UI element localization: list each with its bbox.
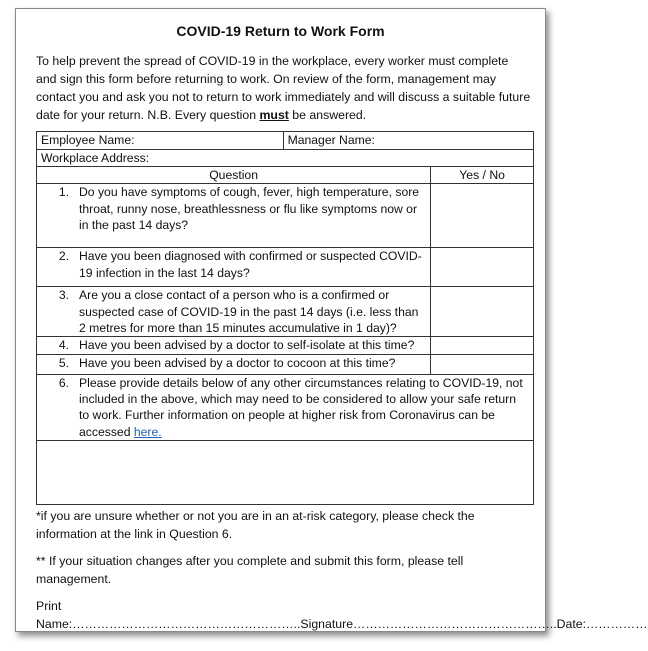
question-text: Have you been advised by a doctor to self-isolate at this time? (79, 338, 415, 353)
question-row-1 (37, 184, 534, 248)
question-row-3 (37, 287, 534, 337)
question-number: 6. (58, 376, 69, 391)
question-6-text: Please provide details below of any other circumstances relating to COVID-19, not included in the above, which may need to be considered to allow your safe return to work. Further information on people at higher risk from Coronavirus can be accessed (79, 376, 523, 439)
question-number: 4. (58, 338, 69, 353)
question-number: 1. (58, 185, 69, 200)
answer-cell-1[interactable] (431, 184, 534, 248)
print-label: Print (36, 599, 62, 613)
situation-change-note: ** If your situation changes after you complete and submit this form, please tell management. (36, 554, 464, 586)
question-text: Do you have symptoms of cough, fever, high temperature, sore throat, runny nose, breathlessness or flu like symptoms now or in the past 14 days? (79, 185, 420, 232)
question-text (79, 375, 529, 440)
question-number: 2. (58, 249, 69, 264)
question-text: Are you a close contact of a person who is a confirmed or suspected case of COVID-19 in the past 14 days (i.e. less than 2 metres for more than 15 minutes accumulative in 1 day)? (79, 288, 419, 335)
question-row-2 (37, 248, 534, 287)
question-text: Have you been advised by a doctor to cocoon at this time? (79, 356, 396, 371)
question-row-5 (37, 355, 534, 375)
question-row-6 (37, 375, 534, 441)
answer-cell-2[interactable] (431, 248, 534, 287)
question-number: 5. (58, 356, 69, 371)
intro-text: To help prevent the spread of COVID-19 in the workplace, every worker must complete and sign this form before returning to work. On review of the form, management may contact you and ask you not to return to work immediately and will discuss a suitable future date for your return. N.B. Every question (36, 54, 531, 122)
details-textarea[interactable] (37, 440, 534, 504)
workplace-address-field[interactable] (37, 150, 534, 167)
at-risk-note: *if you are unsure whether or not you are in an at-risk category, please check the information at the link in Question 6. (36, 509, 475, 541)
question-row-4 (37, 337, 534, 355)
question-number: 3. (58, 288, 69, 303)
questionnaire-table (36, 131, 534, 505)
question-column-header: Question (37, 167, 431, 184)
intro-text-end: be answered. (288, 108, 367, 122)
answer-cell-4[interactable] (431, 337, 534, 355)
answer-cell-3[interactable] (431, 287, 534, 337)
intro-emphasis: must (259, 108, 289, 122)
form-page (15, 8, 648, 632)
employee-name-field[interactable] (37, 132, 284, 150)
form-title: COVID-19 Return to Work Form (176, 23, 385, 39)
manager-name-label: Manager Name: (287, 133, 375, 147)
answer-column-header: Yes / No (431, 167, 534, 184)
manager-name-field[interactable] (283, 132, 533, 150)
intro-paragraph (36, 52, 532, 124)
info-link[interactable]: here. (133, 424, 162, 439)
footer-notes (36, 507, 648, 633)
signature-line[interactable]: Name:………………………………………………..Signature…………………………………………..Date:…………… (36, 617, 648, 631)
question-text: Have you been diagnosed with confirmed or suspected COVID-19 infection in the last 14 days? (79, 249, 422, 280)
answer-cell-5[interactable] (431, 355, 534, 375)
workplace-address-label: Workplace Address: (41, 151, 150, 165)
employee-name-label: Employee Name: (41, 133, 135, 147)
